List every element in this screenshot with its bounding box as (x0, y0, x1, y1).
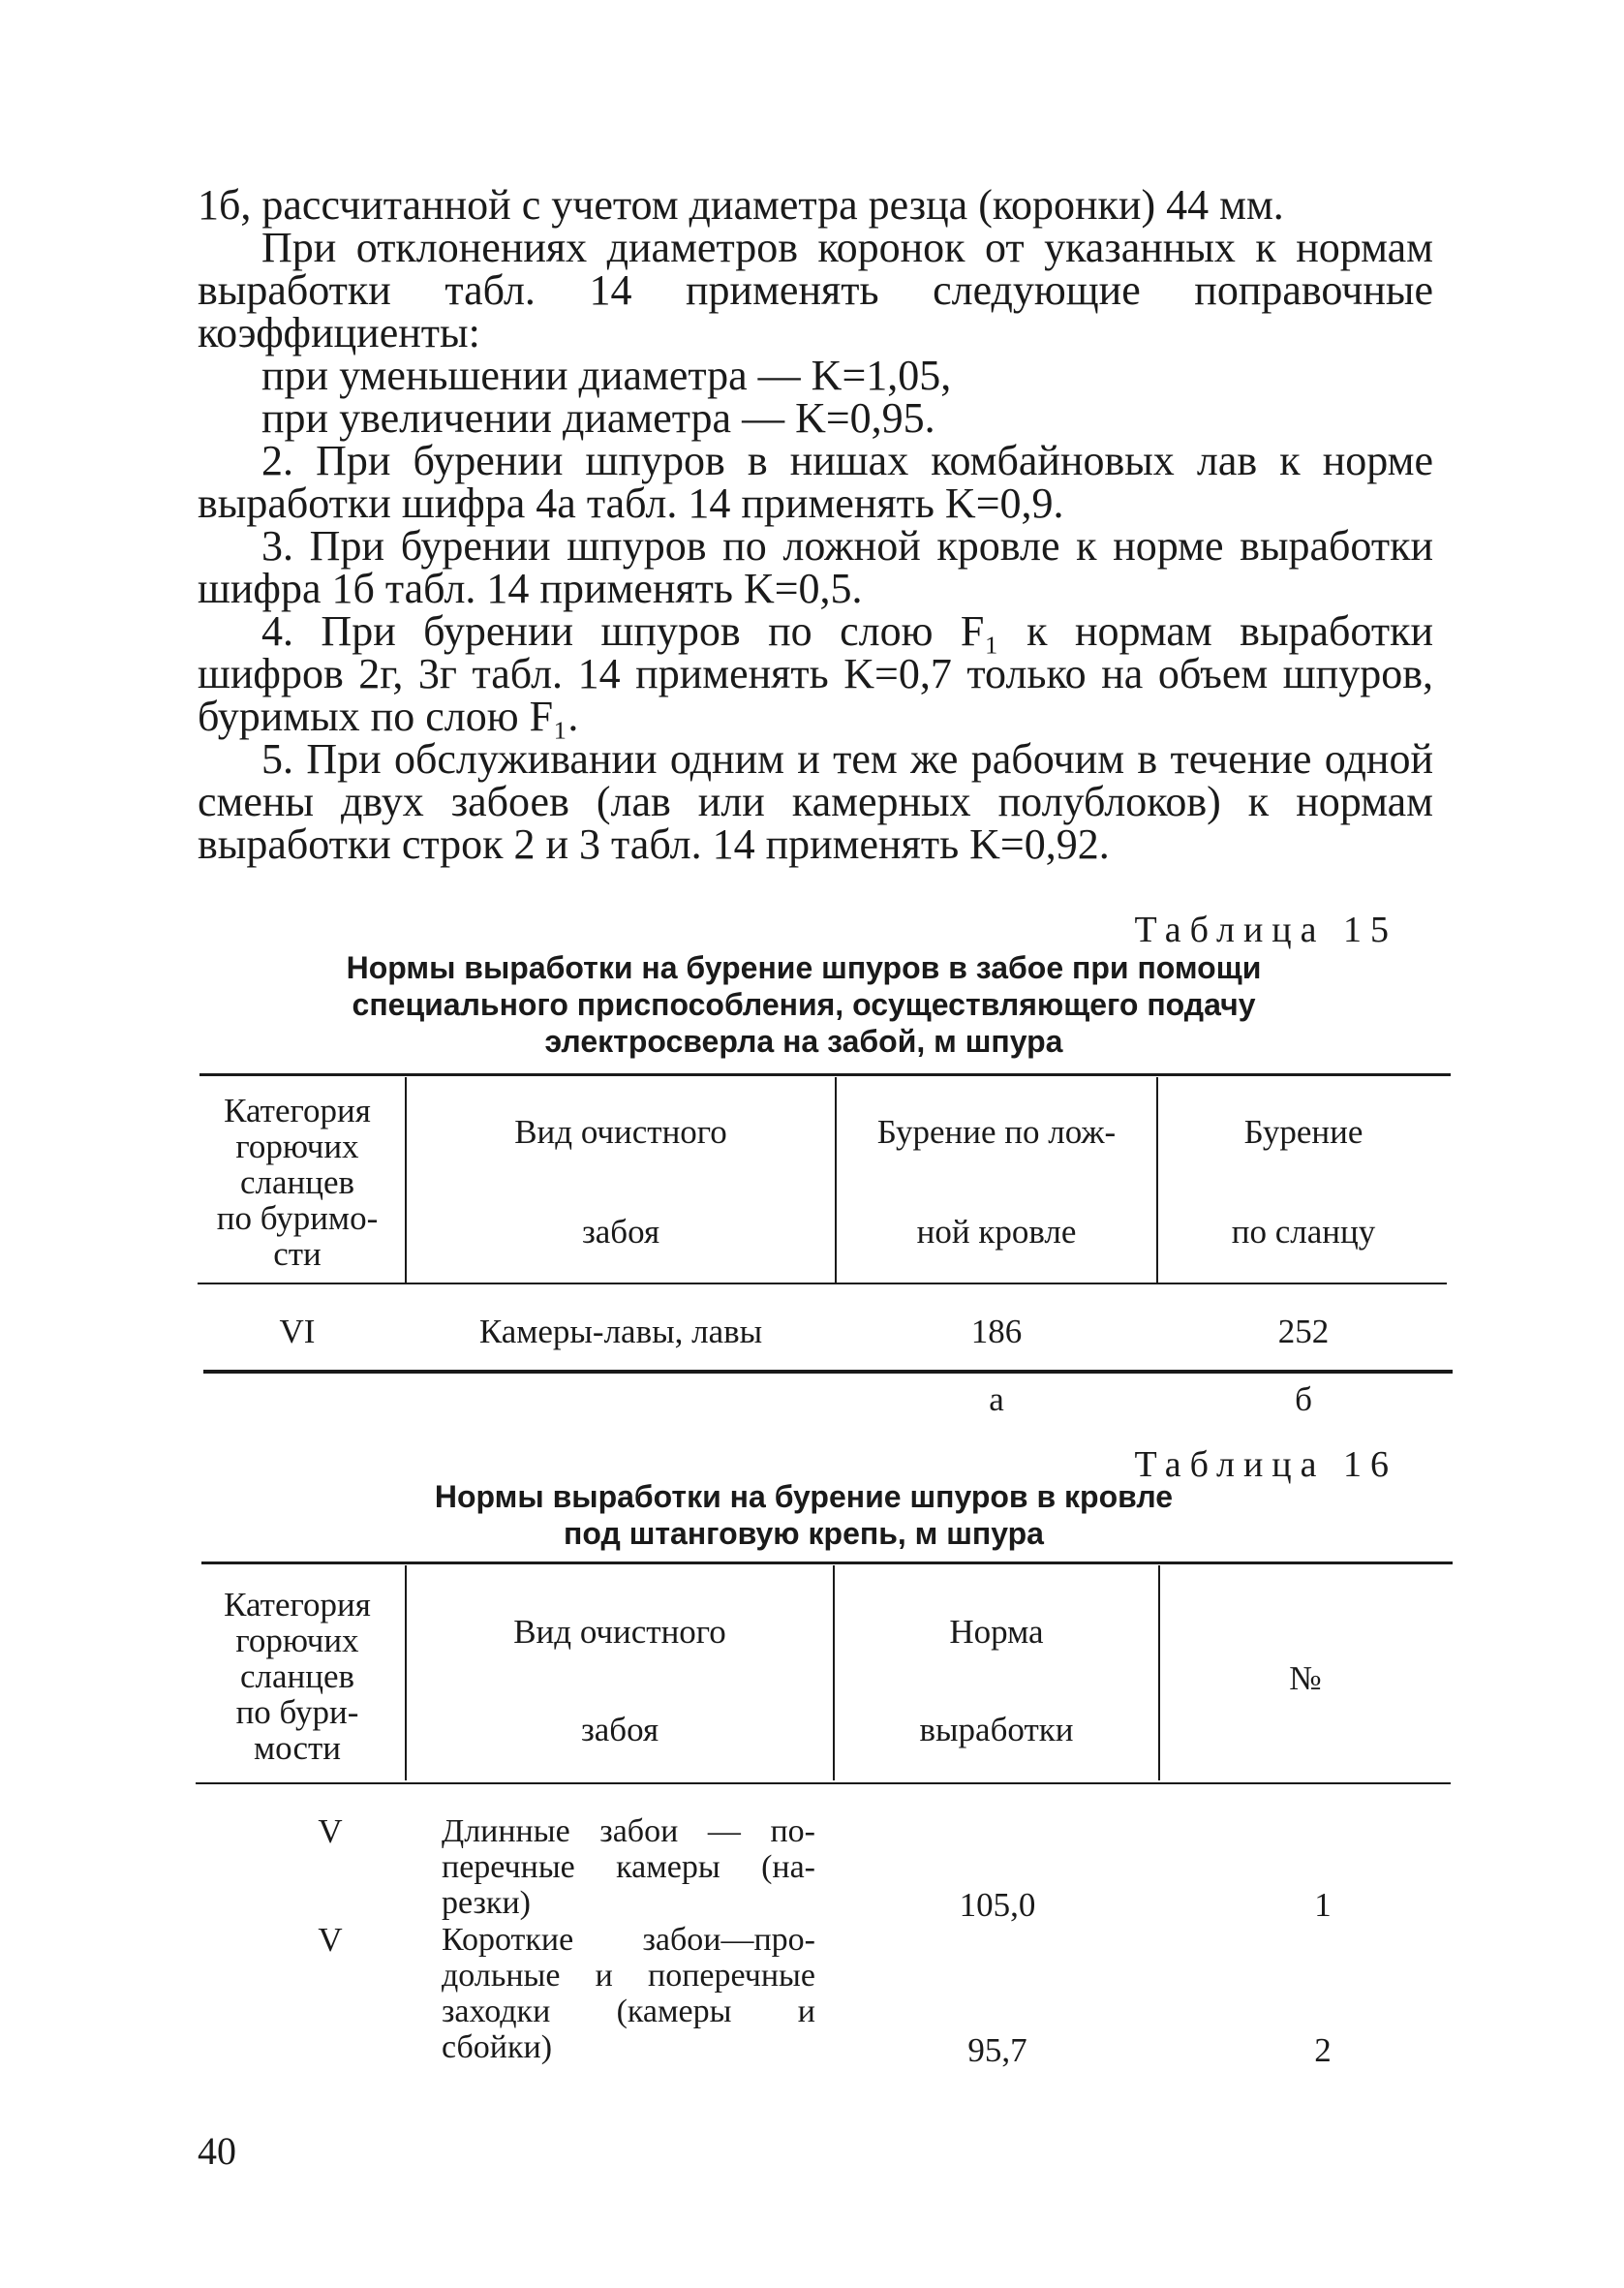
paragraph: при уменьшении диаметра — K=1,05, (261, 352, 952, 399)
table16-label: Таблица 16 (1134, 1444, 1397, 1485)
header-line: Категория (224, 1091, 371, 1129)
caption-line: Нормы выработки на бурение шпуров в кровле (434, 1479, 1174, 1514)
table16-row2-norm: 95,7 (967, 2030, 1027, 2069)
word: поперечные (648, 1958, 815, 1994)
table15-label: Таблица 15 (1134, 910, 1397, 950)
table16-row2-category: V (318, 1920, 343, 1959)
table16-row1-norm: 105,0 (959, 1885, 1036, 1924)
table15-header-shale (1158, 1114, 1449, 1250)
header-line: Норма (949, 1613, 1044, 1651)
header-line: выработки (919, 1711, 1074, 1748)
header-line: горючих (235, 1621, 359, 1659)
paragraph: при увеличении диаметра — K=0,95. (261, 394, 935, 442)
header-line: Бурение (1243, 1113, 1364, 1151)
table15-cell-category: VI (279, 1312, 316, 1350)
table16-header-type (407, 1614, 833, 1747)
word: дольные (442, 1958, 561, 1994)
table16-header-rule (196, 1782, 1451, 1784)
word: (камеры (616, 1994, 732, 2029)
header-line: по сланцу (1231, 1213, 1376, 1251)
cell-line (442, 1958, 815, 1994)
cell-line: резки) (442, 1885, 531, 1921)
paragraph: 4. При бурении шпуров по слою F₁ к нормам выработки шифров 2г, 3г табл. 14 применять K=0,7 только на объем шпуров, буримых по слою F₁. (198, 607, 1433, 740)
cell-line: сбойки) (442, 2029, 553, 2065)
paragraph: 3. При бурении шпуров по ложной кровле к норме выработки шифра 1б табл. 14 применять K=0,5. (198, 522, 1433, 612)
word: и (797, 1994, 815, 2029)
word: — (707, 1813, 741, 1849)
header-line: сланцев (239, 1656, 355, 1695)
header-line: ной кровле (916, 1213, 1077, 1251)
cell-line (442, 1922, 815, 1958)
word: Короткие (442, 1922, 574, 1958)
header-line: забоя (581, 1213, 660, 1251)
table15-header-category (190, 1085, 405, 1279)
table15-cell-false-roof: 186 (970, 1312, 1023, 1350)
header-line: Категория (224, 1585, 371, 1623)
word: камеры (616, 1849, 720, 1885)
table16-header-norm (835, 1614, 1158, 1747)
table15-top-rule (199, 1073, 1451, 1076)
table15-header-rule (198, 1283, 1447, 1284)
table15-footer-a: а (989, 1379, 1004, 1418)
header-line: сланцев (239, 1162, 355, 1201)
header-line: Вид очистного (514, 1113, 727, 1151)
paragraph: 5. При обслуживании одним и тем же рабочим в течение одной смены двух забоев (лав или камерных полублоков) к нормам выработки строк 2 и 3 табл. 14 применять K=0,92. (198, 735, 1433, 868)
word: заходки (442, 1994, 551, 2029)
cell-line (442, 1849, 815, 1885)
header-line: Бурение по лож- (876, 1113, 1117, 1151)
header-line: Вид очистного (513, 1613, 726, 1651)
table16-header-number: № (1289, 1658, 1322, 1697)
caption-line: Нормы выработки на бурение шпуров в забое при помощи (346, 950, 1262, 985)
table15-cell-shale: 252 (1277, 1312, 1330, 1350)
table16-row2-number: 2 (1314, 2030, 1332, 2069)
page-number: 40 (198, 2129, 236, 2173)
table16-row1-number: 1 (1314, 1885, 1332, 1924)
paragraph: 1б, рассчитанной с учетом диаметра резца (коронки) 44 мм. (198, 181, 1284, 229)
word: (на- (761, 1849, 815, 1885)
word: по- (770, 1813, 815, 1849)
paragraph: 2. При бурении шпуров в нишах комбайновых лав к норме выработки шифра 4а табл. 14 применять K=0,9. (198, 437, 1433, 527)
caption-line: электросверла на забой, м шпура (544, 1024, 1063, 1059)
header-line: мости (253, 1728, 342, 1767)
word: Длинные (442, 1813, 570, 1849)
table15-caption (242, 949, 1365, 1060)
header-line: сти (273, 1234, 322, 1273)
table16-row2-type (442, 1922, 815, 2065)
header-line: по буримо- (216, 1198, 379, 1237)
header-line: забоя (580, 1711, 659, 1748)
table15-cell-type: Камеры-лавы, лавы (478, 1312, 763, 1350)
table16-row1-category: V (318, 1811, 343, 1850)
header-line: по бури- (235, 1692, 359, 1731)
table16-header-category (190, 1579, 405, 1773)
paragraph: При отклонениях диаметров коронок от указанных к нормам выработки табл. 14 применять следующие поправочные коэффициенты: (198, 224, 1433, 356)
cell-line (442, 1813, 815, 1849)
word: забои—про- (642, 1922, 815, 1958)
cell-line (442, 1994, 815, 2029)
table16-row1-type (442, 1813, 815, 1921)
body-text (198, 181, 1433, 868)
table15-footer-b: б (1295, 1379, 1312, 1418)
table15-header-type (407, 1114, 835, 1250)
table16-top-rule (201, 1561, 1453, 1564)
header-line: горючих (235, 1127, 359, 1165)
caption-line: под штанговую крепь, м шпура (564, 1516, 1044, 1551)
word: перечные (442, 1849, 575, 1885)
word: и (595, 1958, 613, 1994)
table15-header-false-roof (837, 1114, 1156, 1250)
word: забои (599, 1813, 679, 1849)
table15-bottom-rule (203, 1370, 1453, 1374)
table16-caption (242, 1478, 1365, 1552)
caption-line: специального приспособления, осуществляющего подачу (352, 987, 1256, 1022)
